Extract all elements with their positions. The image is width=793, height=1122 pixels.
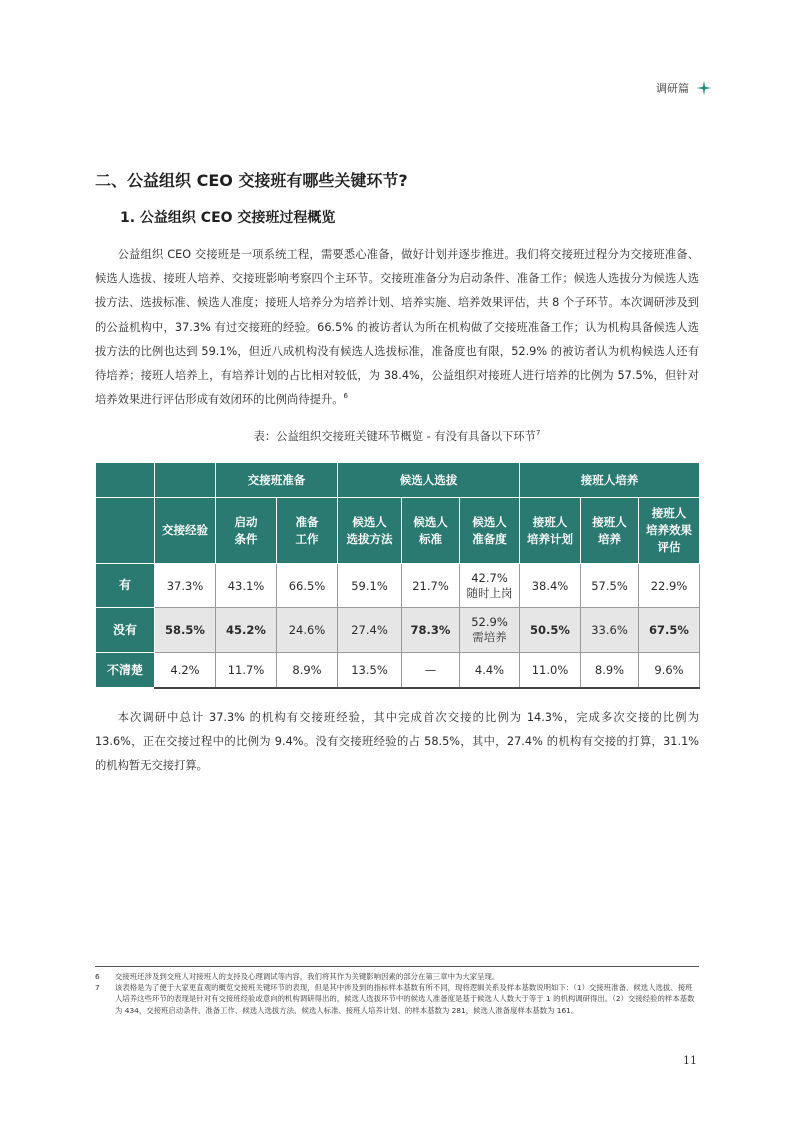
row-header-unsure: 不清楚 [96,653,155,688]
column-header: 候选人 选拔方法 [338,498,402,564]
table-cell: 8.9% [277,653,338,688]
table-cell: 13.5% [338,653,402,688]
table-corner-cell-2 [96,498,155,564]
table-cell: 27.4% [338,608,402,653]
table-column-header-row [96,498,700,564]
table-group-empty-cell [155,463,216,498]
page-number: 11 [683,1054,697,1067]
table-cell: 4.2% [155,653,216,688]
table-cell: 52.9% 需培养 [460,608,520,653]
footnote-number: 6 [95,972,100,981]
row-header-yes: 有 [96,564,155,608]
group-header-training: 接班人培养 [520,463,700,498]
section-title: 二、公益组织 CEO 交接班有哪些关键环节? [95,171,408,190]
table-cell: 38.4% [520,564,581,608]
table-cell: 43.1% [216,564,277,608]
column-header: 候选人 准备度 [460,498,520,564]
table-caption [95,428,699,444]
table-cell: 59.1% [338,564,402,608]
key-stages-table [95,462,700,689]
table-cell: 66.5% [277,564,338,608]
table-cell: 57.5% [581,564,639,608]
table-cell: 24.6% [277,608,338,653]
summary-paragraph-text: 本次调研中总计 37.3% 的机构有交接班经验，其中完成首次交接的比例为 14.3%，完成多次交接的比例为 13.6%，正在交接过程中的比例为 9.4%。没有交接班经验的占 58.5%，其中，27.4% 的机构有交接的打算，31.1% 的机构暂无交接打算。 [95,711,699,773]
column-header: 接班人 培养计划 [520,498,581,564]
table-cell: 37.3% [155,564,216,608]
sparkle-icon [697,81,711,95]
table-cell: — [402,653,460,688]
footnote-7 [95,982,699,1016]
table-cell: 45.2% [216,608,277,653]
footnote-text: 交接班还涉及到交班人对接班人的支持及心理调试等内容，我们将其作为关键影响因素的部分在第三章中为大家呈现。 [115,972,500,981]
row-header-no: 没有 [96,608,155,653]
table-cell: 78.3% [402,608,460,653]
column-header: 交接经验 [155,498,216,564]
table-cell: 11.0% [520,653,581,688]
table-cell: 58.5% [155,608,216,653]
table-cell: 42.7% 随时上岗 [460,564,520,608]
footnote-number: 7 [95,983,100,993]
intro-paragraph [95,243,699,412]
running-header [656,80,711,96]
group-header-prep: 交接班准备 [216,463,338,498]
table-row-unsure [96,653,700,688]
table-cell: 8.9% [581,653,639,688]
column-header: 接班人 培养 [581,498,639,564]
table-row-no [96,608,700,653]
table-cell: 9.6% [639,653,700,688]
table-corner-cell [96,463,155,498]
table-cell: 11.7% [216,653,277,688]
column-header: 启动 条件 [216,498,277,564]
table-cell: 22.9% [639,564,700,608]
header-label: 调研篇 [656,82,689,95]
intro-paragraph-text: 公益组织 CEO 交接班是一项系统工程，需要悉心准备，做好计划并逐步推进。我们将交接班过程分为交接班准备、候选人选拔、接班人培养、交接班影响考察四个主环节。交接班准备分为启动条件、准备工作；候选人选拔分为候选人选拔方法、选拔标准、候选人准度；接班人培养分为培养计划、培养实施、培养效果评估，共 8 个子环节。本次调研涉及到的公益机构中，37.3% 有过交接班的经验。66.5% 的被访者认为所在机构做了交接班准备工作；认为机构具备候选人选拔方法的比例也达到 59.1%，但近八成机构没有候选人选拔标准，准备度也有限，52.9% 的被访者认为机构候选人还有待培养；接班人培养上，有培养计划的占比相对较低，为 38.4%，公益组织对接班人进行培养的比例为 57.5%，但针对培养效果进行评估形成有效闭环的比例尚待提升。 [95,248,699,407]
footnote-text: 该表格是为了便于大家更直观的概览交接班关键环节的表现，但是其中涉及到的指标样本基数有所不同，现将逻辑关系及样本基数说明如下：（1）交接班准备、候选人选拔、接班人培养这些环节的表现是针对有交接班经验或意向的机构调研得出的，候选人选拔环节中的候选人准备度是基于候选人人数大于等于 1 的机构调研得出。（2）交接经验的样本基数为 434，交接班启动条件、准备工作、候选人选拔方法、候选人标准、接班人培养计划、的样本基数为 281，候选人准备度样本基数为 161。 [115,983,695,1015]
table-cell: 21.7% [402,564,460,608]
table-cell: 67.5% [639,608,700,653]
column-header: 接班人 培养效果 评估 [639,498,700,564]
column-header: 候选人 标准 [402,498,460,564]
footnote-6 [95,971,699,982]
footnote-ref-7[interactable]: 7 [535,429,541,438]
table-row-yes [96,564,700,608]
footnote-ref-6[interactable]: 6 [343,392,349,401]
group-header-selection: 候选人选拔 [338,463,520,498]
table-cell: 33.6% [581,608,639,653]
subsection-title: 1. 公益组织 CEO 交接班过程概览 [120,210,336,226]
table-cell: 50.5% [520,608,581,653]
summary-paragraph [95,706,699,779]
footnotes [95,966,699,1016]
column-header: 准备 工作 [277,498,338,564]
table-cell: 4.4% [460,653,520,688]
table-group-header-row [96,463,700,498]
table-caption-text: 表：公益组织交接班关键环节概览 - 有没有具备以下环节 [253,430,536,443]
